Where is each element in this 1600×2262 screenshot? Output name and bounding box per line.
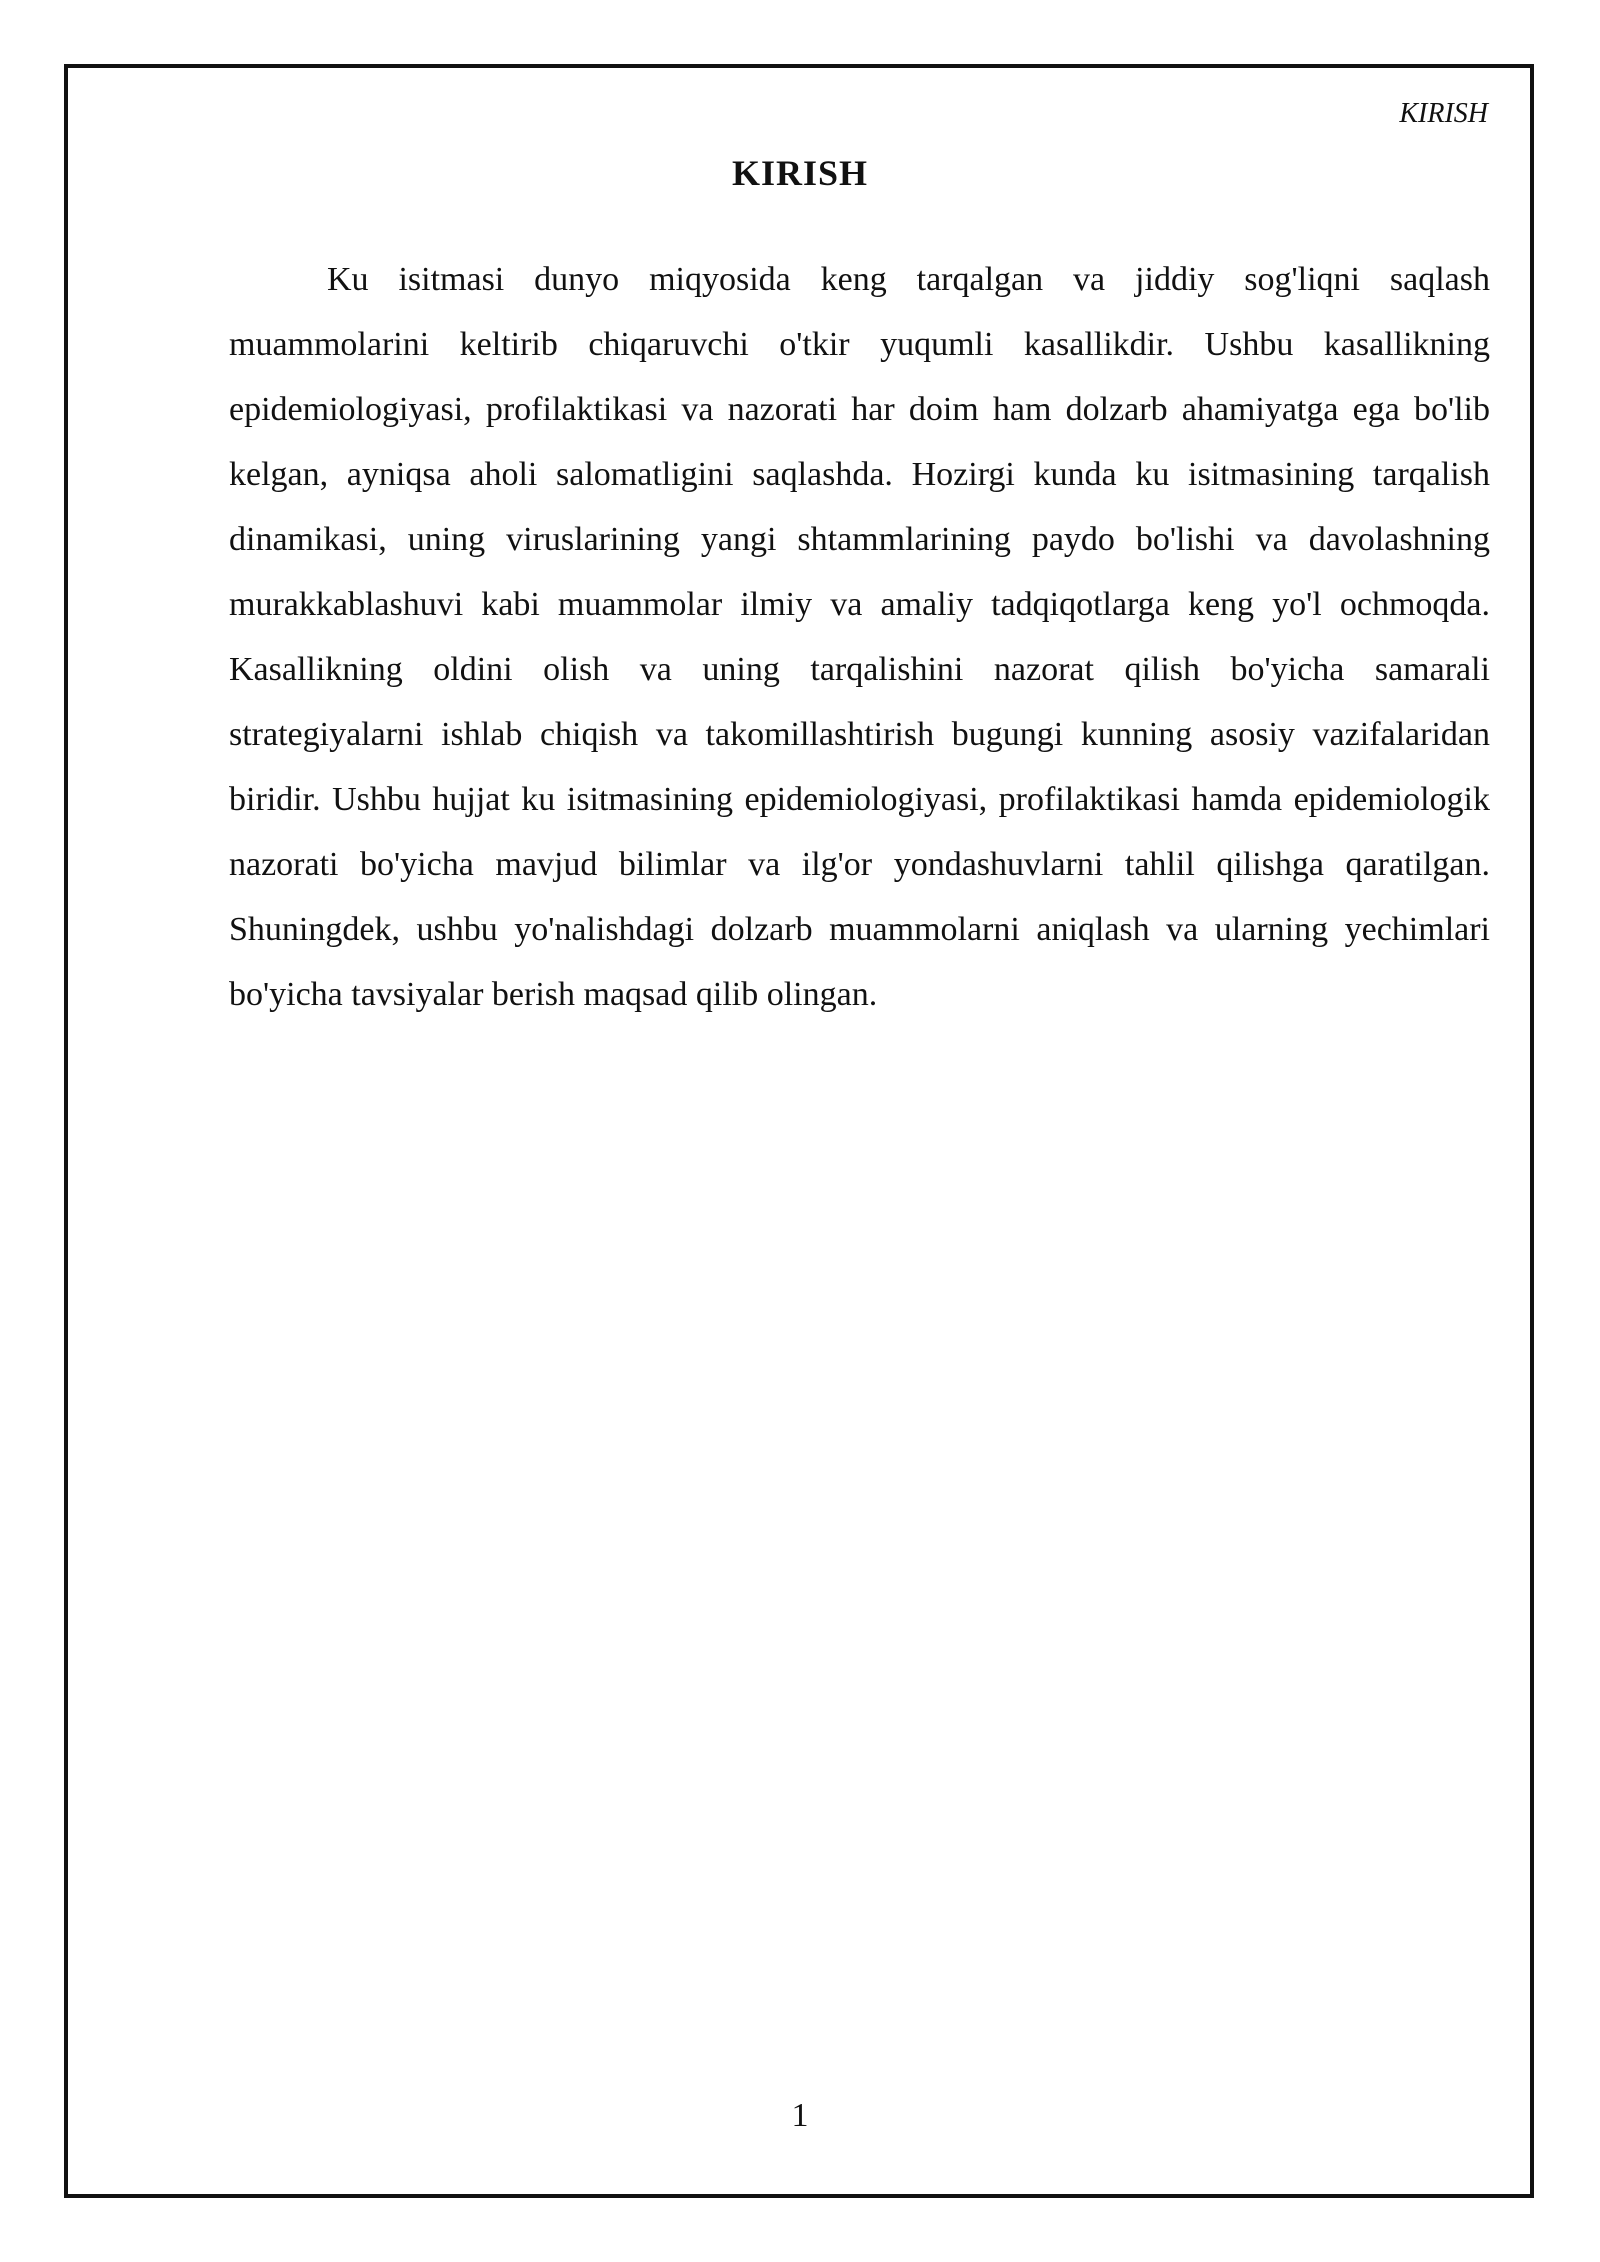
running-header: KIRISH [1399,98,1488,129]
page-title: KIRISH [731,153,869,193]
body-paragraph: Ku isitmasi dunyo miqyosida keng tarqalgan va jiddiy sog'liqni saqlash muammolarini keltirib chiqaruvchi o'tkir yuqumli kasallikdir. Ushbu kasallikning epidemiologiyasi, profilaktikasi va nazorati har doim ham dolzarb ahamiyatga ega bo'lib kelgan, ayniqsa aholi salomatligini saqlashda. Hozirgi kunda ku isitmasining tarqalish dinamikasi, uning viruslarining yangi shtammlarining paydo bo'lishi va davolashning murakkablashuvi kabi muammolar ilmiy va amaliy tadqiqotlarga keng yo'l ochmoqda. Kasallikning oldini olish va uning tarqalishini nazorat qilish bo'yicha samarali strategiyalarni ishlab chiqish va takomillashtirish bugungi kunning asosiy vazifalaridan biridir. Ushbu hujjat ku isitmasining epidemiologiyasi, profilaktikasi hamda epidemiologik nazorati bo'yicha mavjud bilimlar va ilg'or yondashuvlarni tahlil qilishga qaratilgan. Shuningdek, ushbu yo'nalishdagi dolzarb muammolarni aniqlash va ularning yechimlari bo'yicha tavsiyalar berish maqsad qilib olingan. [229,261,1490,1013]
page-number: 1 [791,2097,809,2134]
